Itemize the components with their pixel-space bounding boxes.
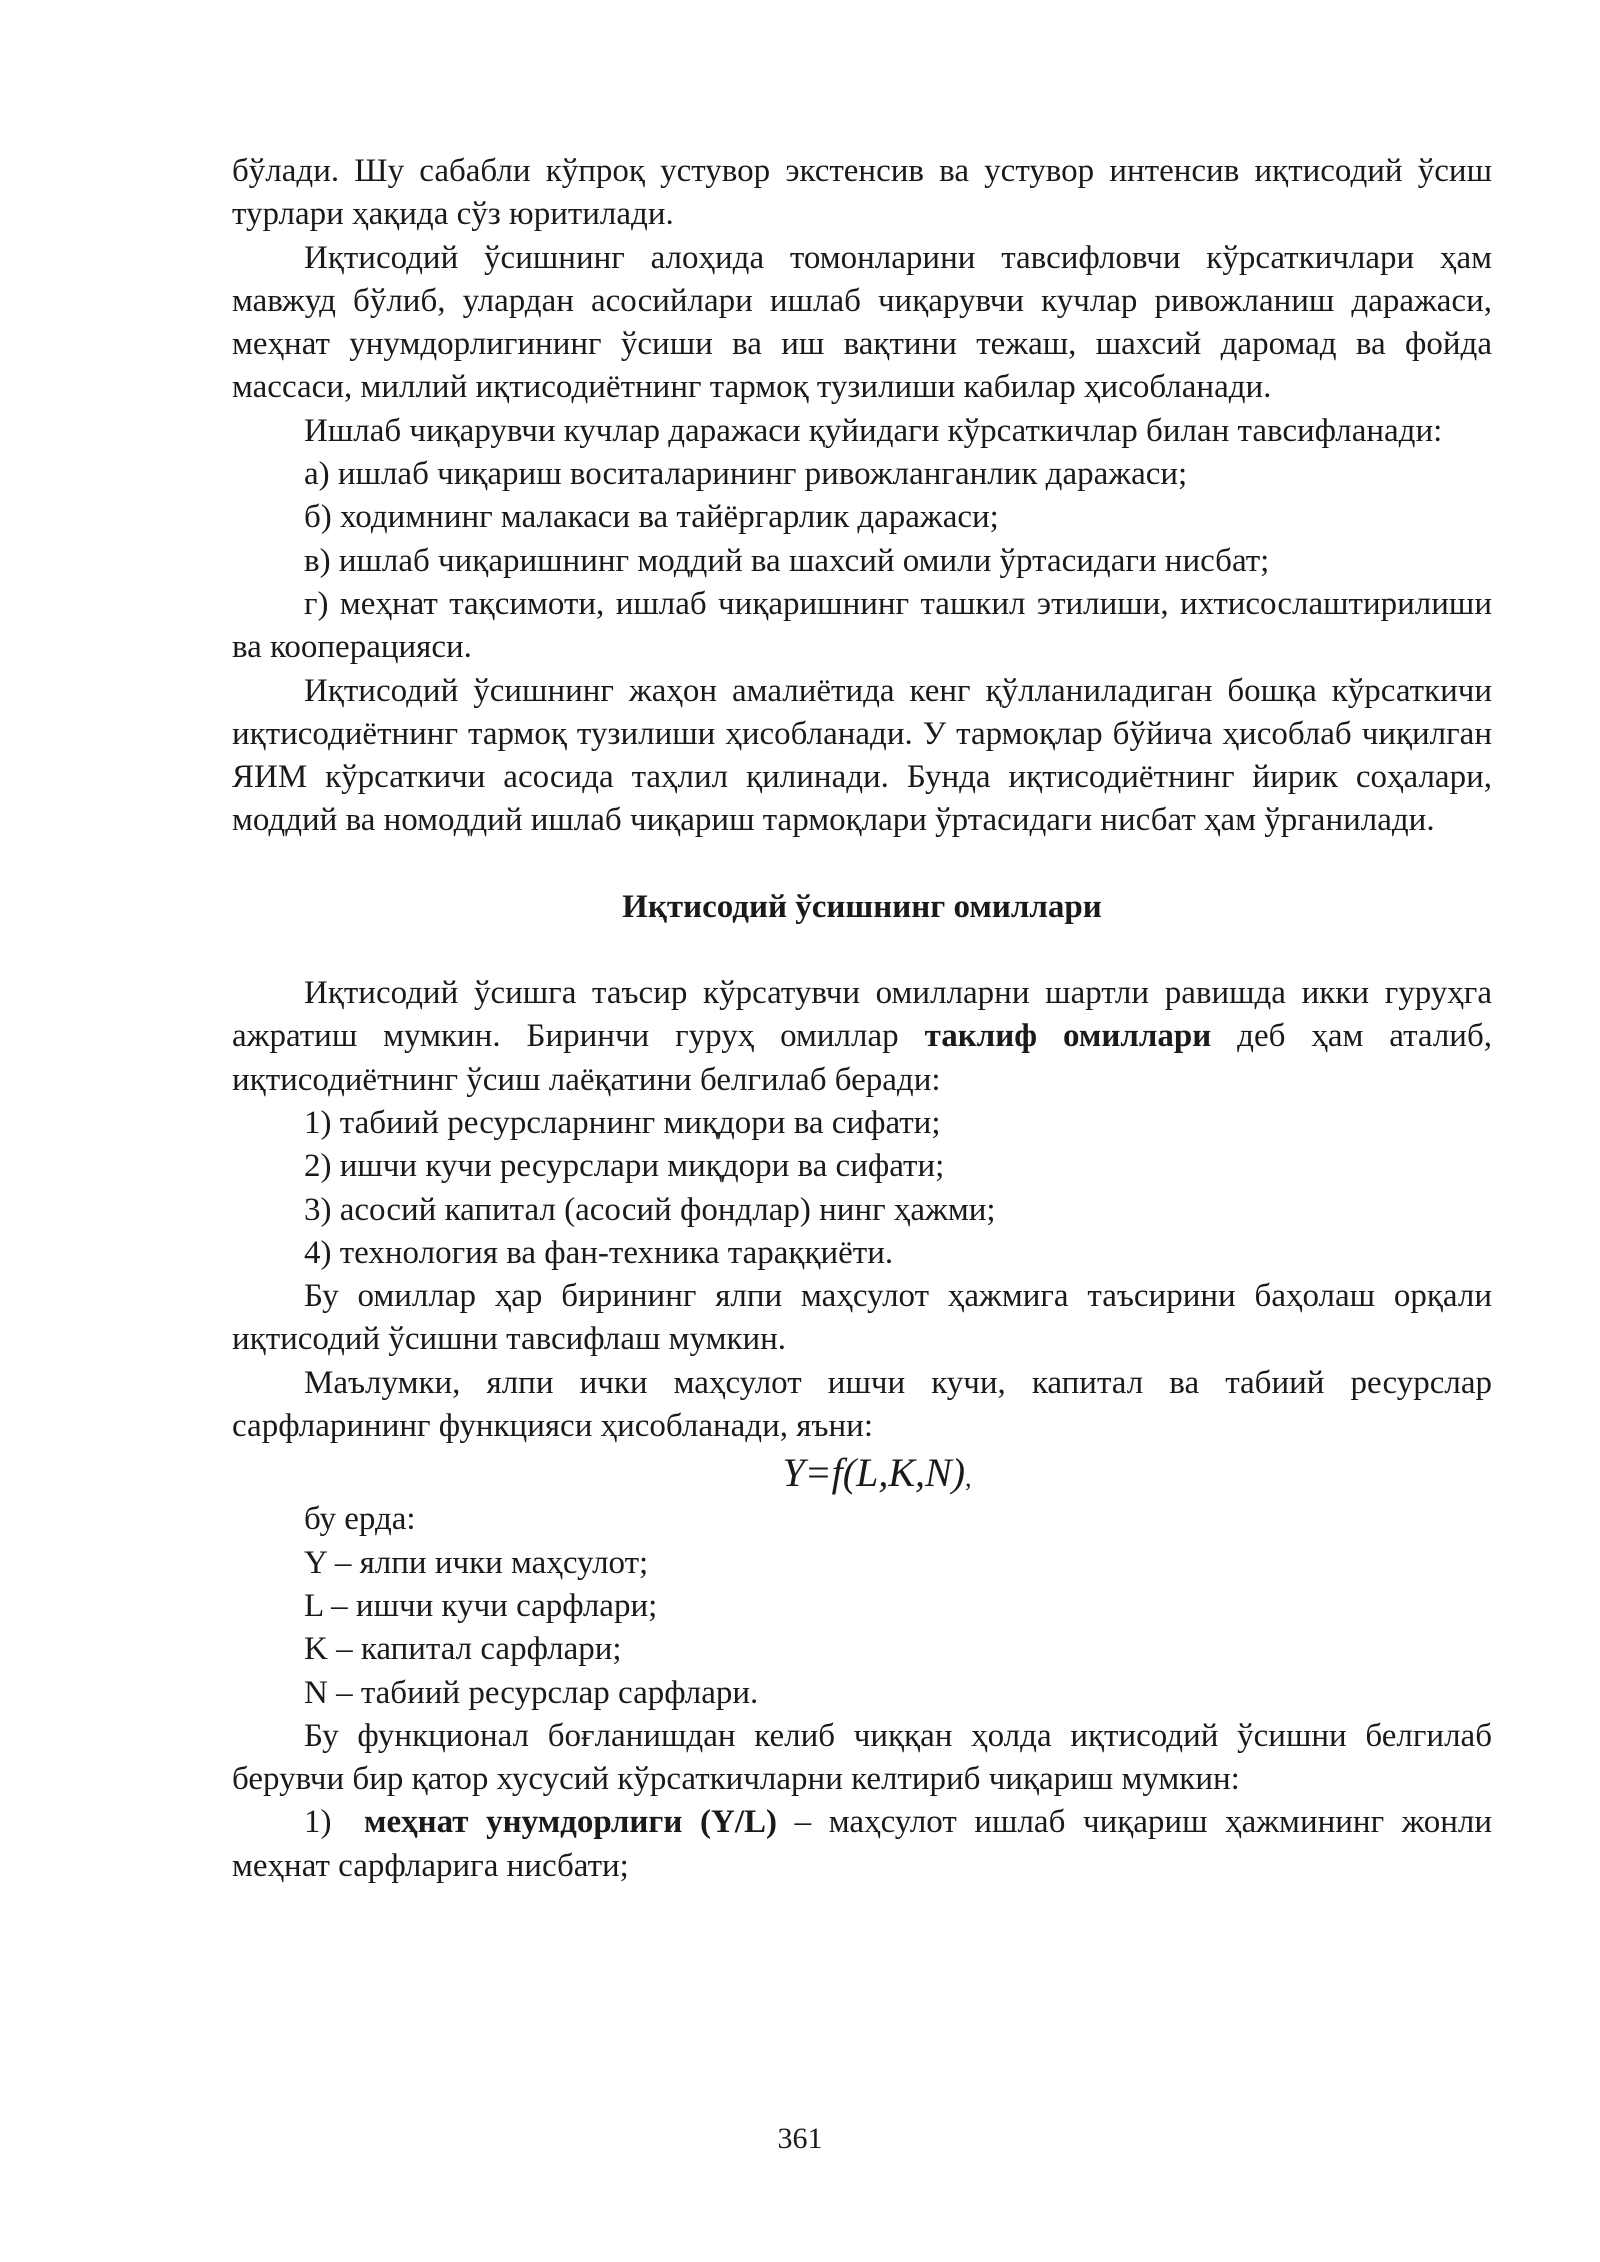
bold-term: меҳнат унумдорлиги (Y/L): [364, 1804, 778, 1841]
paragraph: Бу омиллар ҳар бирининг ялпи маҳсулот ҳажмига таъсирини баҳолаш орқали иқтисодий ўсишни тавсифлаш мумкин.: [232, 1278, 1492, 1358]
formula: [232, 1448, 1492, 1498]
page-number: 361: [777, 2122, 823, 2155]
paragraph: [232, 972, 1492, 1102]
list-item: 1) табиий ресурсларнинг миқдори ва сифати;: [304, 1104, 941, 1141]
list-item: 4) технология ва фан-техника тараққиёти.: [304, 1234, 894, 1271]
list-item: 2) ишчи кучи ресурслари миқдори ва сифати;: [304, 1148, 945, 1185]
list-item: г) меҳнат тақсимоти, ишлаб чиқаришнинг ташкил этилиши, ихтисослаштирилиши ва кооперацияси.: [232, 585, 1492, 666]
formula-comma: ,: [965, 1463, 972, 1493]
list-item: N – табиий ресурслар сарфлари.: [304, 1674, 759, 1711]
formula-text: Y=f(L,K,N): [782, 1450, 966, 1496]
section-heading: Иқтисодий ўсишнинг омиллари: [622, 888, 1102, 925]
list-item: а) ишлаб чиқариш воситаларининг ривожланганлик даражаси;: [304, 456, 1188, 493]
paragraph: [232, 1801, 1492, 1888]
paragraph-text: Иқтисодий ўсишга таъсир кўрсатувчи омилларни шартли равишда икки гуруҳга ажратиш мумкин. Биринчи гуруҳ омиллар: [232, 975, 1492, 1055]
paragraph: Маълумки, ялпи ички маҳсулот ишчи кучи, капитал ва табиий ресурслар сарфларининг функцияси ҳисобланади, яъни:: [232, 1364, 1492, 1445]
list-item: K – капитал сарфлари;: [304, 1631, 622, 1668]
paragraph-text: деб ҳам аталиб, иқтисодиётнинг ўсиш лаёқатини белгилаб беради:: [232, 1018, 1492, 1098]
bold-term: таклиф омиллари: [924, 1018, 1212, 1055]
paragraph: бу ерда:: [304, 1501, 416, 1538]
list-item: L – ишчи кучи сарфлари;: [304, 1587, 658, 1624]
paragraph: Иқтисодий ўсишнинг алоҳида томонларини тавсифловчи кўрсаткичлари ҳам мавжуд бўлиб, улардан асосийлари ишлаб чиқарувчи кучлар ривожланиш даражаси, меҳнат унумдорлигининг ўсиши ва иш вақтини тежаш, шахсий даромад ва фойда массаси, миллий иқтисодиётнинг тармоқ тузилиши кабилар ҳисобланади.: [232, 239, 1492, 406]
list-number: 1): [304, 1804, 332, 1841]
paragraph: Бу функционал боғланишдан келиб чиққан ҳолда иқтисодий ўсишни белгилаб берувчи бир қатор хусусий кўрсаткичларни келтириб чиқариш мумкин:: [232, 1717, 1492, 1798]
paragraph: бўлади. Шу сабабли кўпроқ устувор экстенсив ва устувор интенсив иқтисодий ўсиш турлари ҳақида сўз юритилади.: [232, 153, 1492, 233]
paragraph: Иқтисодий ўсишнинг жаҳон амалиётида кенг қўлланиладиган бошқа кўрсаткичи иқтисодиётнинг тармоқ тузилиши ҳисобланади. У тармоқлар бўйича ҳисоблаб чиқилган ЯИМ кўрсаткичи асосида таҳлил қилинади. Бунда иқтисодиётнинг йирик соҳалари, моддий ва номоддий ишлаб чиқариш тармоқлари ўртасидаги нисбат ҳам ўрганилади.: [232, 672, 1492, 839]
page-body: [232, 150, 1492, 1888]
list-item: б) ходимнинг малакаси ва тайёргарлик даражаси;: [304, 499, 999, 536]
paragraph-text: – маҳсулот ишлаб чиқариш ҳажмининг жонли меҳнат сарфларига нисбати;: [232, 1804, 1492, 1884]
list-item: 3) асосий капитал (асосий фондлар) нинг ҳажми;: [304, 1191, 996, 1228]
paragraph: Ишлаб чиқарувчи кучлар даражаси қуйидаги кўрсаткичлар билан тавсифланади:: [304, 412, 1443, 449]
list-item: Y – ялпи ички маҳсулот;: [304, 1544, 649, 1581]
list-item: в) ишлаб чиқаришнинг моддий ва шахсий омили ўртасидаги нисбат;: [304, 542, 1270, 579]
